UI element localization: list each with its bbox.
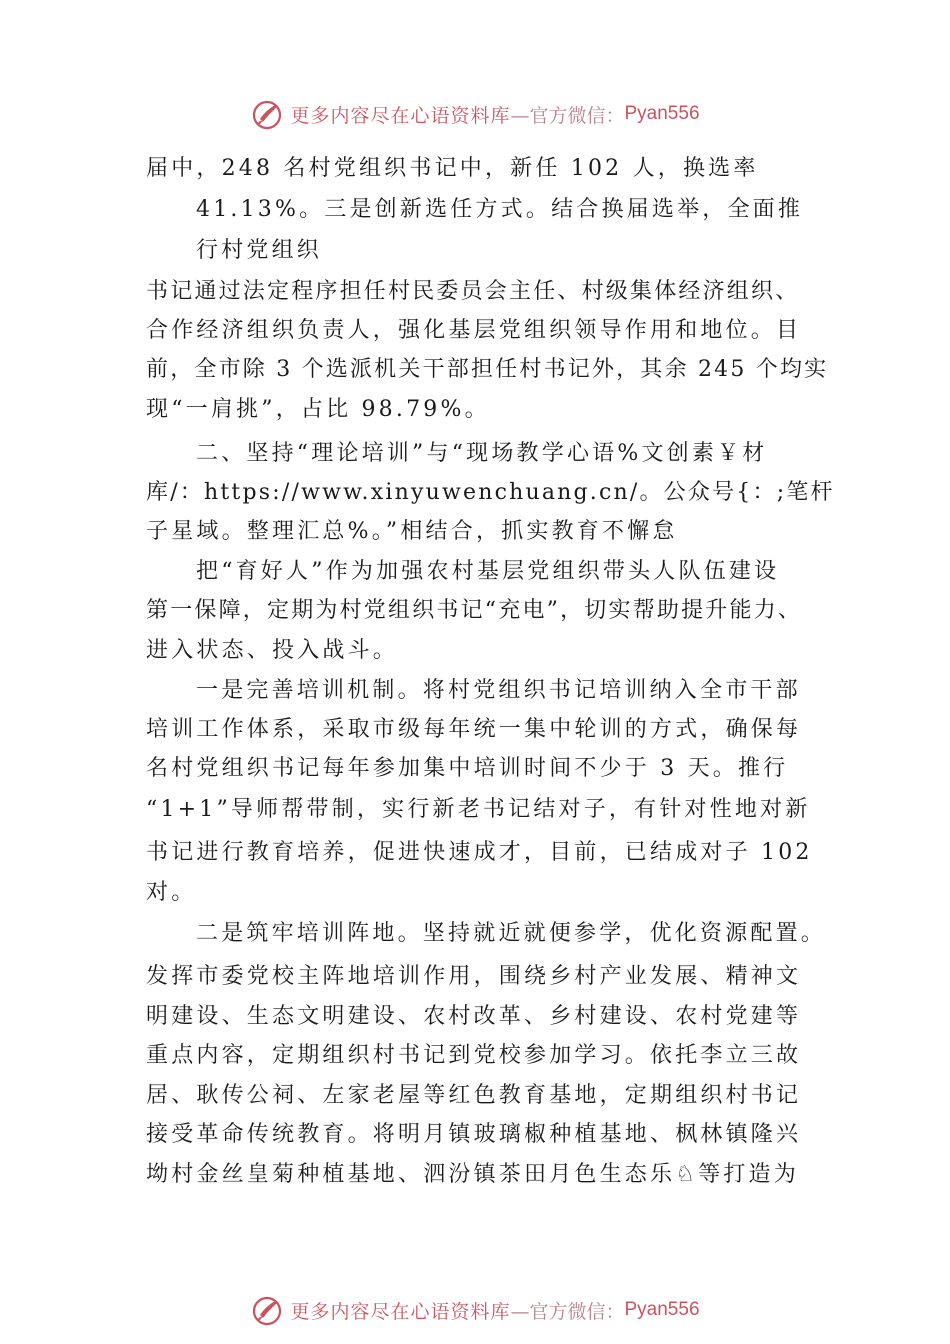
text-line: 41.13%。三是创新选任方式。结合换届选举，全面推 (196, 197, 804, 222)
brush-logo-icon (250, 1293, 284, 1327)
text-line: 重点内容，定期组织村书记到党校参加学习。依托李立三故 (146, 1043, 802, 1068)
text-line: 名村党组织书记每年参加集中培训时间不少于 3 天。推行 (146, 756, 789, 781)
text-line: 行村党组织 (196, 238, 323, 263)
text-line: 合作经济组织负责人，强化基层党组织领导作用和地位。目 (146, 318, 802, 343)
text-line: 书记通过法定程序担任村民委员会主任、村级集体经济组织、 (146, 279, 800, 304)
text-line: 第一保障，定期为村党组织书记“充电”，切实帮助提升能力、 (146, 598, 803, 623)
text-line: 居、耿传公祠、左家老屋等红色教育基地，定期组织村书记 (146, 1083, 802, 1108)
text-line: 一是完善培训机制。将村党组织书记培训纳入全市干部 (196, 678, 801, 703)
text-line: 明建设、生态文明建设、农村改革、乡村建设、农村党建等 (146, 1004, 802, 1029)
text-line: 现“一肩挑”，占比 98.79%。 (146, 397, 490, 422)
text-line: 发挥市委党校主阵地培训作用，围绕乡村产业发展、精神文 (146, 964, 802, 989)
banner-site-text: 更多内容尽在心语资料库 (290, 104, 511, 127)
text-line: 进入状态、投入战斗。 (146, 638, 399, 663)
banner-separator: —官方微信： (510, 1300, 625, 1323)
text-line: 对。 (146, 880, 197, 905)
text-line: 库/：https://www.xinyuwenchuang.cn/。公众号{：;笔杆 (146, 480, 835, 505)
text-line: “1+1”导师帮带制，实行新老书记结对子，有针对性地对新 (146, 797, 811, 822)
banner-wechat-id: Pyan556 (624, 1299, 700, 1320)
footer-watermark-banner (0, 1290, 950, 1330)
text-line: 二、坚持“理论培训”与“现场教学心语%文创素￥材 (196, 441, 768, 466)
banner-wechat-id: Pyan556 (624, 103, 700, 124)
text-line: 届中，248 名村党组织书记中，新任 102 人，换选率 (146, 156, 759, 181)
text-line: 二是筑牢培训阵地。坚持就近就便参学，优化资源配置。 (196, 921, 827, 946)
text-line: 前，全市除 3 个选派机关干部担任村书记外，其余 245 个均实 (146, 357, 829, 382)
text-line: 把“育好人”作为加强农村基层党组织带头人队伍建设 (196, 559, 780, 584)
text-line: 坳村金丝皇菊种植基地、泗汾镇茶田月色生态乐♘等打造为 (146, 1162, 799, 1187)
banner-separator: —官方微信： (510, 104, 625, 127)
banner-site-text: 更多内容尽在心语资料库 (290, 1300, 511, 1323)
text-line: 书记进行教育培养，促进快速成才，目前，已结成对子 102 (146, 840, 813, 865)
text-line: 子星域。整理汇总%。”相结合，抓实教育不懈怠 (146, 519, 678, 544)
text-line: 培训工作体系，采取市级每年统一集中轮训的方式，确保每 (146, 717, 802, 742)
text-line: 接受革命传统教育。将明月镇玻璃椒种植基地、枫林镇隆兴 (146, 1122, 802, 1147)
